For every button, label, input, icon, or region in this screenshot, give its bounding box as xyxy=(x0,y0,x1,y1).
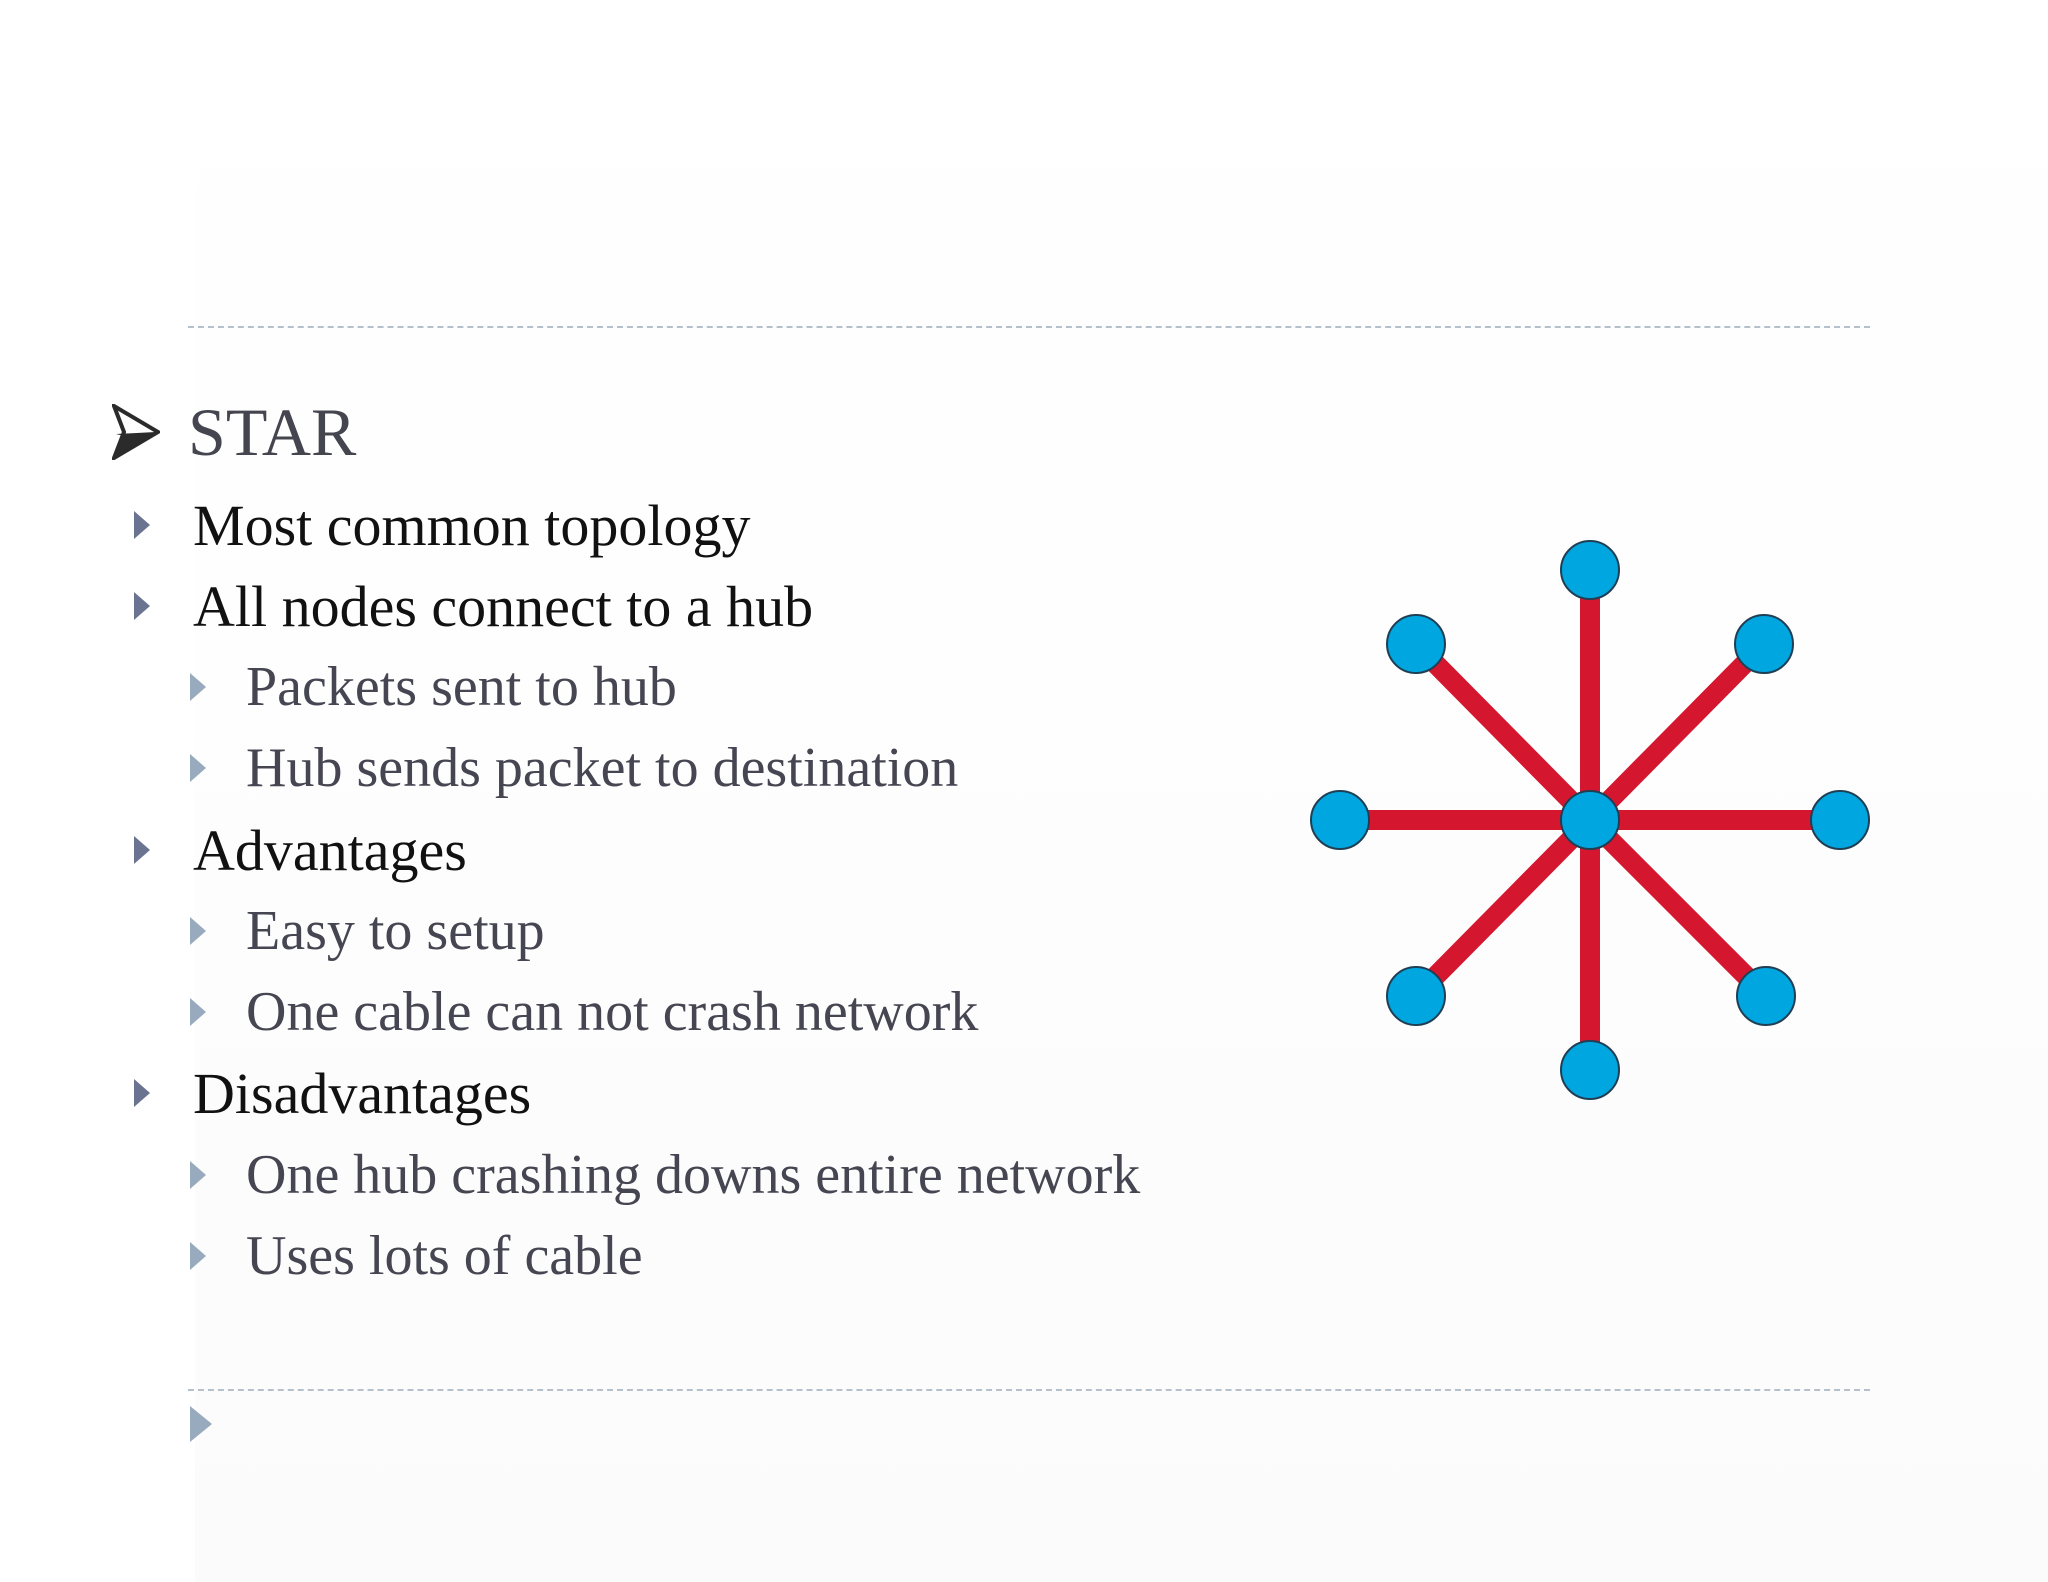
footer-triangle-icon xyxy=(190,1406,212,1442)
sub-bullet-text: One cable can not crash network xyxy=(246,981,979,1043)
network-node xyxy=(1387,967,1445,1025)
network-node xyxy=(1387,615,1445,673)
network-node xyxy=(1811,791,1869,849)
sub-bullet-item xyxy=(190,977,978,1047)
arrowhead-bullet-icon xyxy=(112,404,160,460)
sub-bullet-text: Hub sends packet to destination xyxy=(246,737,959,799)
network-node xyxy=(1737,967,1795,1025)
network-link xyxy=(1416,644,1590,820)
network-node xyxy=(1735,615,1793,673)
sub-bullet-text: Easy to setup xyxy=(246,900,545,962)
triangle-bullet-icon xyxy=(134,592,150,620)
bullet-item xyxy=(134,1058,531,1128)
sub-bullet-text: One hub crashing downs entire network xyxy=(246,1144,1141,1206)
sub-bullet-item xyxy=(190,896,545,966)
sub-bullet-item xyxy=(190,1221,643,1291)
network-link xyxy=(1590,820,1766,996)
network-node xyxy=(1561,541,1619,599)
sub-bullet-item xyxy=(190,1140,1140,1210)
bullet-item xyxy=(134,571,813,641)
network-link xyxy=(1416,820,1590,996)
sub-bullet-item xyxy=(190,733,958,803)
bullet-text: Most common topology xyxy=(193,492,751,558)
sub-bullet-text: Uses lots of cable xyxy=(246,1225,643,1287)
star-topology-diagram xyxy=(1290,530,1890,1110)
network-node xyxy=(1311,791,1369,849)
triangle-bullet-icon xyxy=(190,1242,206,1270)
triangle-bullet-icon xyxy=(190,754,206,782)
hub-node xyxy=(1561,791,1619,849)
top-dashed-divider xyxy=(188,326,1870,328)
triangle-bullet-icon xyxy=(190,917,206,945)
bullet-item xyxy=(134,490,750,560)
triangle-bullet-icon xyxy=(134,836,150,864)
bullet-item xyxy=(134,815,467,885)
bottom-dashed-divider xyxy=(188,1389,1870,1391)
triangle-bullet-icon xyxy=(134,511,150,539)
triangle-bullet-icon xyxy=(190,998,206,1026)
title-row xyxy=(112,392,356,472)
slide-title: STAR xyxy=(188,394,357,470)
bullet-text: Disadvantages xyxy=(193,1060,532,1126)
sub-bullet-text: Packets sent to hub xyxy=(246,656,677,718)
sub-bullet-item xyxy=(190,652,677,722)
triangle-bullet-icon xyxy=(190,673,206,701)
network-link xyxy=(1590,644,1764,820)
triangle-bullet-icon xyxy=(190,1161,206,1189)
triangle-bullet-icon xyxy=(134,1079,150,1107)
network-node xyxy=(1561,1041,1619,1099)
bullet-text: All nodes connect to a hub xyxy=(193,573,814,639)
bullet-text: Advantages xyxy=(193,817,467,883)
